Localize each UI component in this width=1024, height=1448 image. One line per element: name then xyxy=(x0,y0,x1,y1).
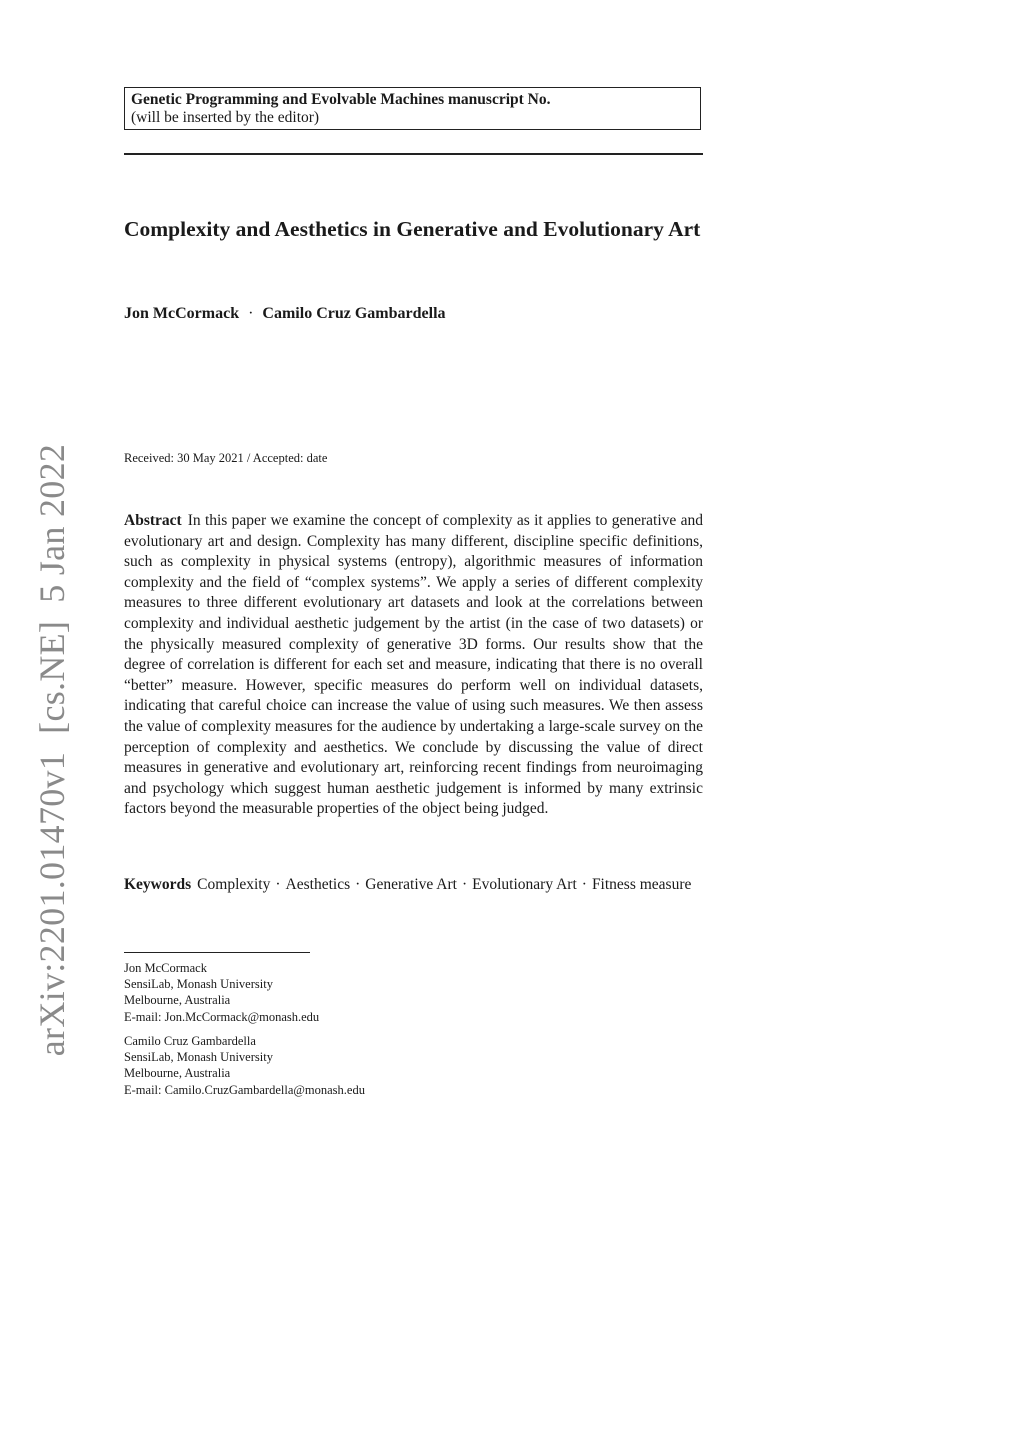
affiliation-name: Camilo Cruz Gambardella xyxy=(124,1034,256,1048)
arxiv-date: 5 Jan 2022 xyxy=(32,443,72,603)
keyword-separator: · xyxy=(461,876,468,893)
keyword-item: Generative Art xyxy=(365,876,457,893)
affiliation-institution: SensiLab, Monash University xyxy=(124,977,273,992)
abstract xyxy=(124,511,703,820)
author-list xyxy=(124,305,446,323)
author-name: Camilo Cruz Gambardella xyxy=(262,305,446,322)
keyword-item: Evolutionary Art xyxy=(472,876,577,893)
header-rule xyxy=(124,153,703,155)
footnote-rule xyxy=(124,952,310,953)
affiliation-location: Melbourne, Australia xyxy=(124,1066,231,1081)
keyword-separator: · xyxy=(275,876,281,893)
journal-name: Genetic Programming and Evolvable Machines manuscript No. xyxy=(131,91,551,108)
keyword-separator: · xyxy=(355,876,361,893)
abstract-label: Abstract xyxy=(124,512,182,529)
arxiv-category: [cs.NE] xyxy=(32,620,72,734)
affiliation-block xyxy=(124,1033,365,1098)
keyword-separator: · xyxy=(581,876,587,893)
abstract-text: In this paper we examine the concept of complexity as it applies to generative and evolutionary art and design. Complexity has many different, discipline specific definitions, such as complexity in physical systems (entropy), algorithmic measures of information complexity and the field of “complex systems”. We apply a series of different complexity measures to three different evolutionary art datasets and look at the correlations between complexity and individual aesthetic judgement by the artist (in the case of two datasets) or the physically measured complexity of generative 3D forms. Our results show that the degree of correlation is different for each set and measure, indicating that there is no overall “better” measure. However, specific measures do perform well on individual datasets, indicating that careful choice can increase the value of using such measures. We then assess the value of complexity measures for the audience by undertaking a large-scale survey on the perception of complexity and aesthetics. We conclude by discussing the value of direct measures in generative and evolutionary art, reinforcing recent findings from neuroimaging and psychology which suggest human aesthetic judgement is informed by many extrinsic factors beyond the measurable properties of the object being judged. xyxy=(124,512,703,818)
affiliation-name: Jon McCormack xyxy=(124,961,207,975)
keyword-item: Complexity xyxy=(197,876,271,893)
author-name: Jon McCormack xyxy=(124,305,240,322)
affiliation-email: E-mail: Camilo.CruzGambardella@monash.edu xyxy=(124,1082,365,1097)
arxiv-identifier-stamp xyxy=(31,444,73,1056)
keywords-label: Keywords xyxy=(124,876,192,893)
affiliation-institution: SensiLab, Monash University xyxy=(124,1050,273,1065)
affiliation-location: Melbourne, Australia xyxy=(124,993,231,1008)
affiliation-email: E-mail: Jon.McCormack@monash.edu xyxy=(124,1009,320,1024)
arxiv-id: arXiv:2201.01470v1 xyxy=(32,751,72,1057)
keyword-item: Fitness measure xyxy=(591,876,692,893)
journal-note: (will be inserted by the editor) xyxy=(131,109,320,126)
affiliation-block xyxy=(124,960,319,1025)
journal-header-box xyxy=(124,87,701,130)
received-date: Received: 30 May 2021 / Accepted: date xyxy=(124,451,328,465)
keywords xyxy=(124,875,703,896)
keyword-item: Aesthetics xyxy=(285,876,351,893)
author-separator: · xyxy=(248,305,254,322)
paper-title: Complexity and Aesthetics in Generative and Evolutionary Art xyxy=(124,217,701,241)
